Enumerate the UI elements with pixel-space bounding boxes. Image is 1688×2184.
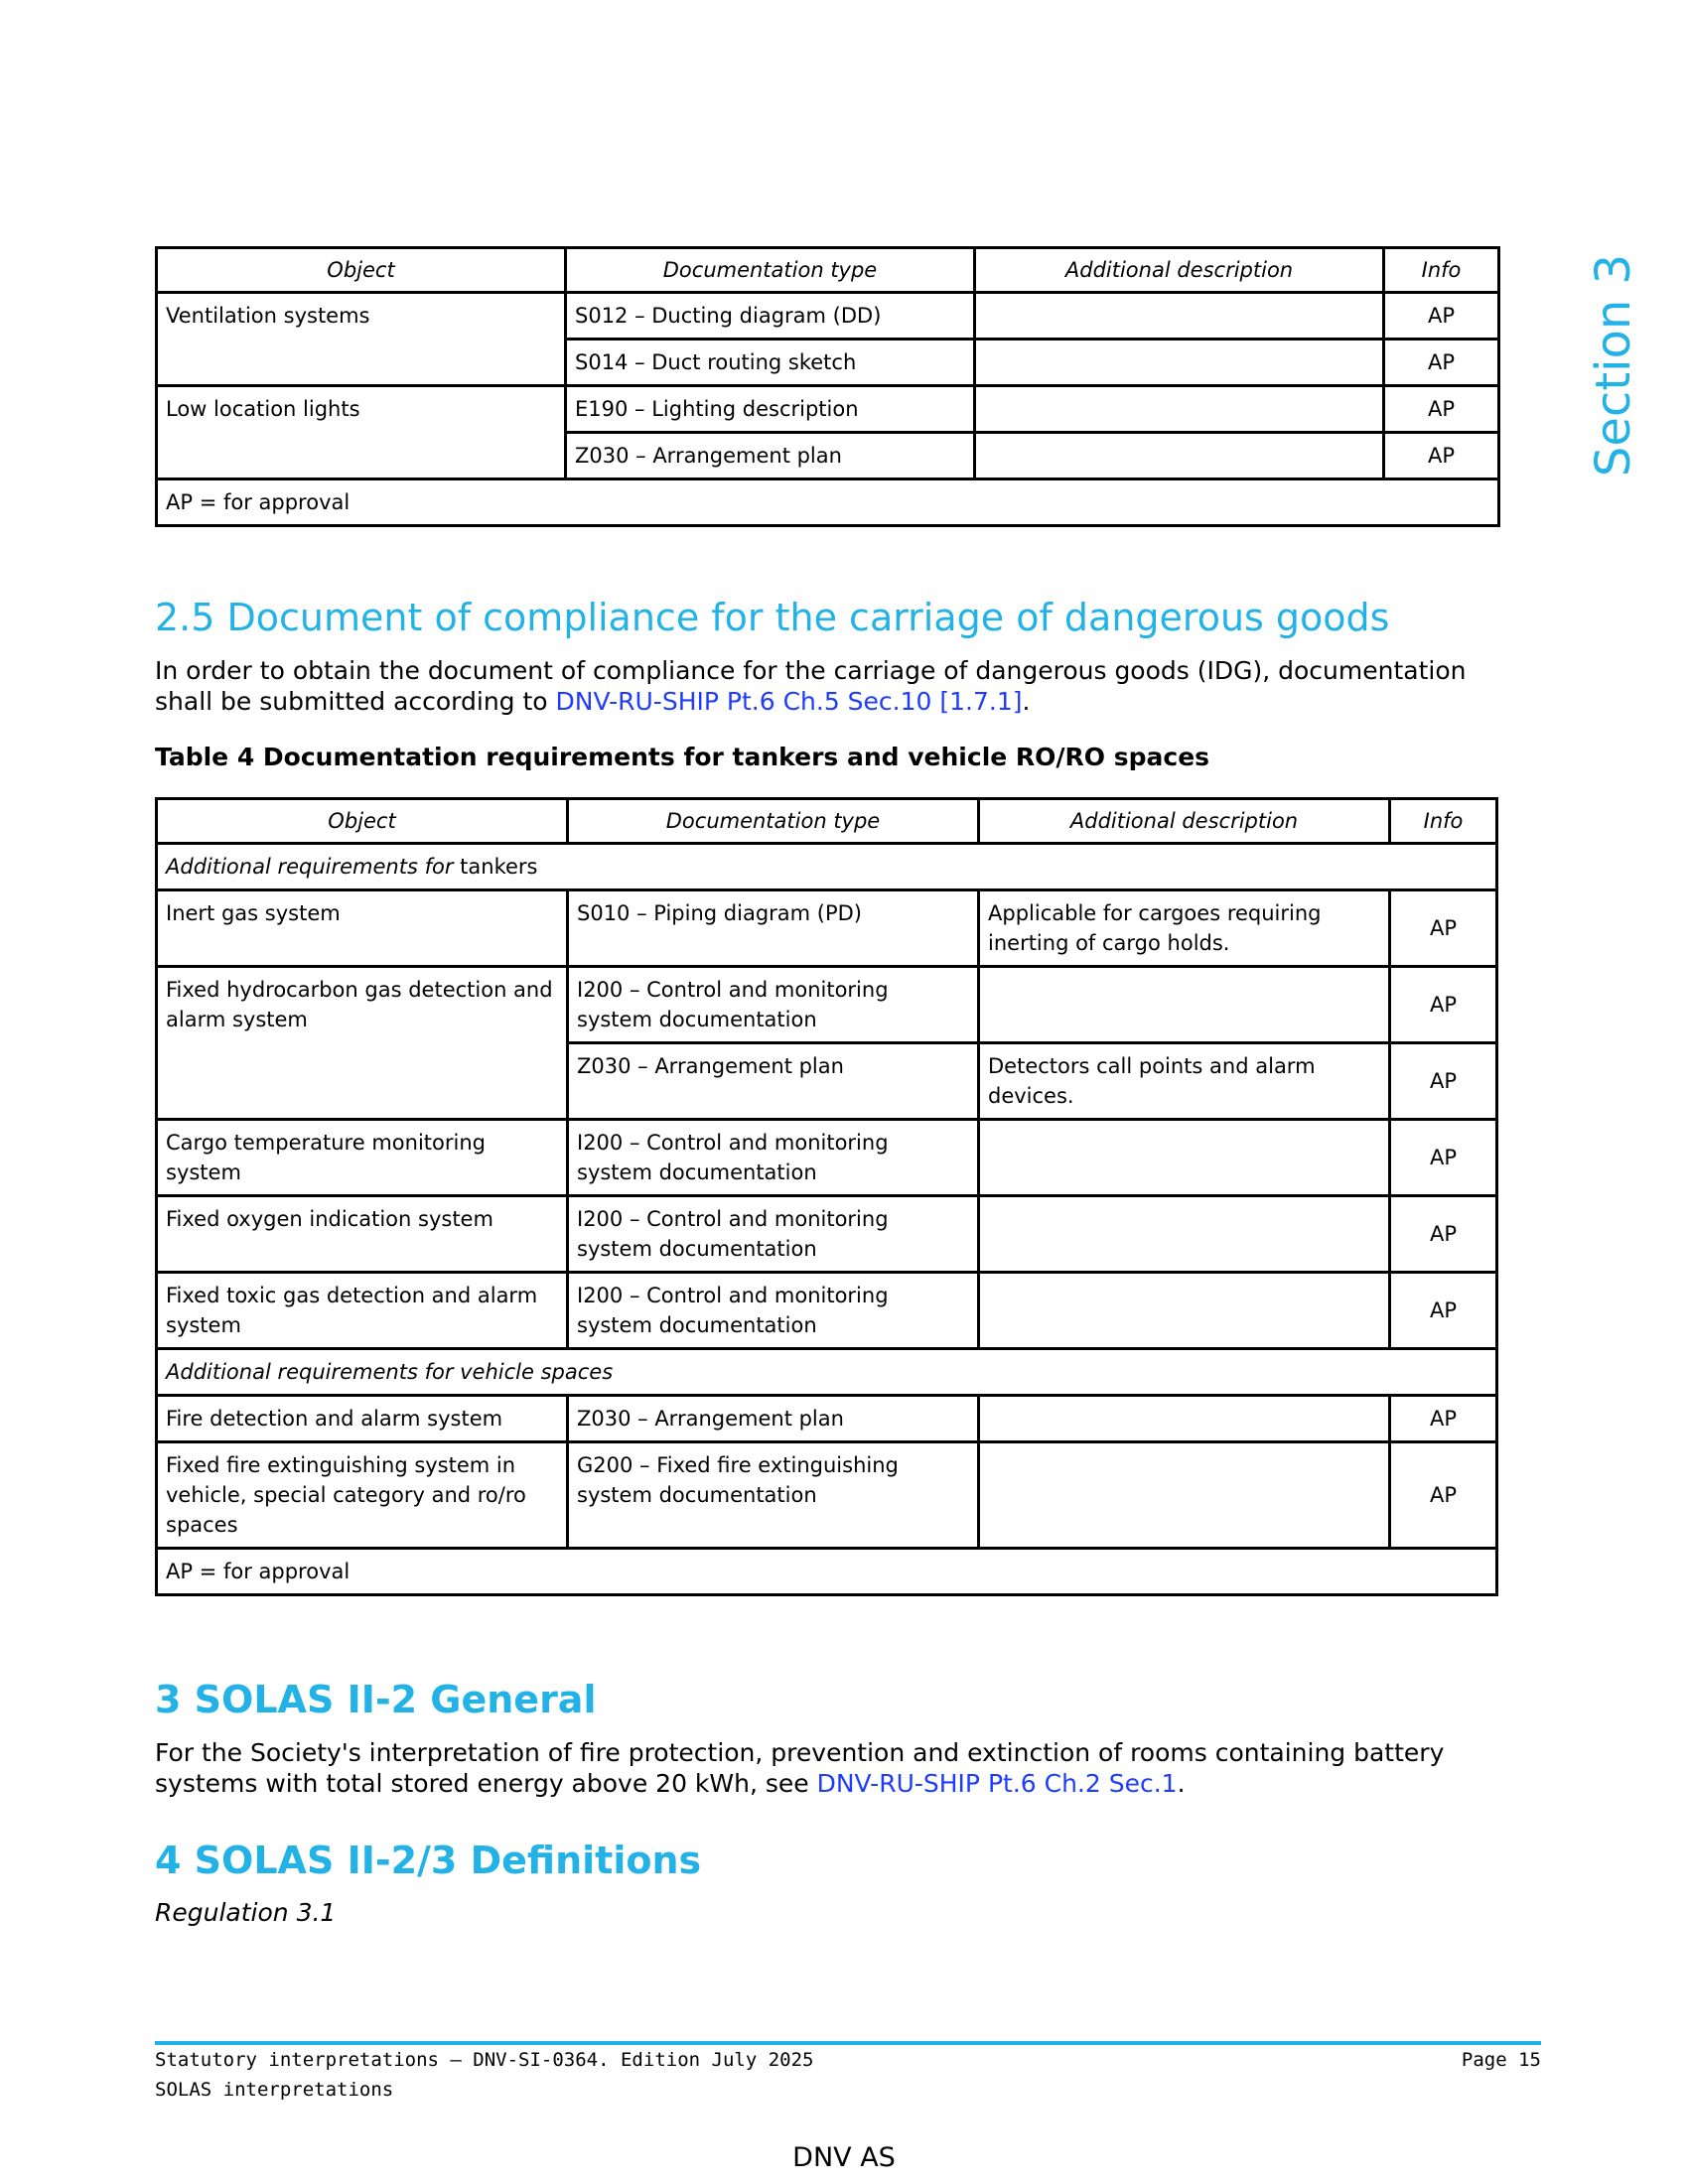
info-cell: AP [1390, 1043, 1497, 1120]
subheader-vehicle-spaces: Additional requirements for vehicle spaces [157, 1349, 1497, 1396]
header-additional-description: Additional description [979, 799, 1390, 844]
additional-cell [979, 1442, 1390, 1549]
header-object: Object [157, 248, 566, 293]
table-footnote: AP = for approval [157, 479, 1499, 526]
table-row [157, 890, 1497, 967]
ventilation-documentation-table [155, 246, 1500, 527]
subheader-tankers-prefix: Additional requirements for [166, 855, 454, 879]
info-cell: AP [1384, 433, 1499, 479]
info-cell: AP [1390, 1396, 1497, 1442]
section-3-paragraph-text: For the Society's interpretation of fire protection, prevention and extinction of rooms containing battery systems with total stored energy above 20 kWh, see [155, 1738, 1445, 1798]
subheader-tankers [157, 844, 1497, 890]
info-cell: AP [1384, 340, 1499, 386]
header-info: Info [1390, 799, 1497, 844]
table-row [157, 1273, 1497, 1349]
table-footnote-row [157, 479, 1499, 526]
doc-type-cell: I200 – Control and monitoring system documentation [568, 1196, 979, 1273]
object-cell: Fixed toxic gas detection and alarm system [157, 1273, 568, 1349]
doc-type-cell: Z030 – Arrangement plan [568, 1396, 979, 1442]
additional-cell [975, 340, 1384, 386]
table-row [157, 1196, 1497, 1273]
footer-company: DNV AS [792, 2142, 896, 2173]
info-cell: AP [1384, 293, 1499, 340]
table-row [157, 293, 1499, 340]
object-cell: Cargo temperature monitoring system [157, 1120, 568, 1196]
header-object: Object [157, 799, 568, 844]
additional-cell [979, 1273, 1390, 1349]
object-cell: Fixed oxygen indication system [157, 1196, 568, 1273]
rule-reference-link[interactable]: DNV-RU-SHIP Pt.6 Ch.5 Sec.10 [1.7.1] [555, 687, 1023, 716]
table-footnote-row [157, 1549, 1497, 1595]
subheader-tankers-word: tankers [460, 855, 538, 879]
additional-cell [975, 293, 1384, 340]
object-cell: Fixed fire extinguishing system in vehicle, special category and ro/ro spaces [157, 1442, 568, 1549]
additional-cell [979, 1120, 1390, 1196]
section-2-5-paragraph-end: . [1022, 687, 1031, 716]
footer-document-title: Statutory interpretations — DNV-SI-0364. Edition July 2025 [155, 2049, 814, 2071]
doc-type-cell: I200 – Control and monitoring system documentation [568, 967, 979, 1043]
section-tab-label: Section 3 [1586, 253, 1641, 478]
info-cell: AP [1390, 1273, 1497, 1349]
section-2-5-heading: 2.5 Document of compliance for the carriage of dangerous goods [155, 596, 1390, 639]
additional-cell [975, 386, 1384, 433]
section-3-paragraph-end: . [1177, 1769, 1186, 1798]
section-3-heading: 3 SOLAS II-2 General [155, 1678, 597, 1721]
info-cell: AP [1390, 890, 1497, 967]
footer-page-number: Page 15 [1461, 2049, 1541, 2071]
section-2-5-paragraph [155, 655, 1515, 717]
doc-type-cell: I200 – Control and monitoring system documentation [568, 1120, 979, 1196]
info-cell: AP [1390, 1120, 1497, 1196]
subheader-row-tankers [157, 844, 1497, 890]
object-cell: Ventilation systems [157, 293, 566, 386]
table-row [157, 1120, 1497, 1196]
regulation-subheading: Regulation 3.1 [155, 1898, 337, 1927]
doc-type-cell: S014 – Duct routing sketch [566, 340, 975, 386]
table-row [157, 1442, 1497, 1549]
header-info: Info [1384, 248, 1499, 293]
footer-divider [155, 2041, 1541, 2045]
table-row [157, 386, 1499, 433]
section-4-heading: 4 SOLAS II-2/3 Definitions [155, 1839, 702, 1882]
table-4-caption: Table 4 Documentation requirements for tankers and vehicle RO/RO spaces [155, 743, 1210, 771]
table-row [157, 1396, 1497, 1442]
additional-cell [975, 433, 1384, 479]
doc-type-cell: S012 – Ducting diagram (DD) [566, 293, 975, 340]
doc-type-cell: Z030 – Arrangement plan [566, 433, 975, 479]
doc-type-cell: Z030 – Arrangement plan [568, 1043, 979, 1120]
footer-subtitle: SOLAS interpretations [155, 2079, 394, 2101]
additional-cell [979, 1396, 1390, 1442]
table-footnote: AP = for approval [157, 1549, 1497, 1595]
object-cell: Fixed hydrocarbon gas detection and alarm system [157, 967, 568, 1120]
table-4 [155, 797, 1498, 1596]
section-tab [1554, 246, 1673, 484]
subheader-row-vehicle-spaces [157, 1349, 1497, 1396]
header-documentation-type: Documentation type [568, 799, 979, 844]
doc-type-cell: E190 – Lighting description [566, 386, 975, 433]
table-header-row [157, 799, 1497, 844]
rule-reference-link[interactable]: DNV-RU-SHIP Pt.6 Ch.2 Sec.1 [816, 1769, 1178, 1798]
additional-cell [979, 1196, 1390, 1273]
info-cell: AP [1390, 967, 1497, 1043]
doc-type-cell: G200 – Fixed fire extinguishing system documentation [568, 1442, 979, 1549]
doc-type-cell: I200 – Control and monitoring system documentation [568, 1273, 979, 1349]
object-cell: Inert gas system [157, 890, 568, 967]
table-row [157, 967, 1497, 1043]
object-cell: Low location lights [157, 386, 566, 479]
additional-cell: Applicable for cargoes requiring inerting of cargo holds. [979, 890, 1390, 967]
section-2-5-paragraph-text: In order to obtain the document of compliance for the carriage of dangerous goods (IDG), documentation shall be submitted according to [155, 656, 1467, 716]
table-header-row [157, 248, 1499, 293]
additional-cell: Detectors call points and alarm devices. [979, 1043, 1390, 1120]
section-3-paragraph [155, 1737, 1515, 1799]
object-cell: Fire detection and alarm system [157, 1396, 568, 1442]
info-cell: AP [1390, 1196, 1497, 1273]
info-cell: AP [1390, 1442, 1497, 1549]
header-additional-description: Additional description [975, 248, 1384, 293]
doc-type-cell: S010 – Piping diagram (PD) [568, 890, 979, 967]
info-cell: AP [1384, 386, 1499, 433]
header-documentation-type: Documentation type [566, 248, 975, 293]
additional-cell [979, 967, 1390, 1043]
